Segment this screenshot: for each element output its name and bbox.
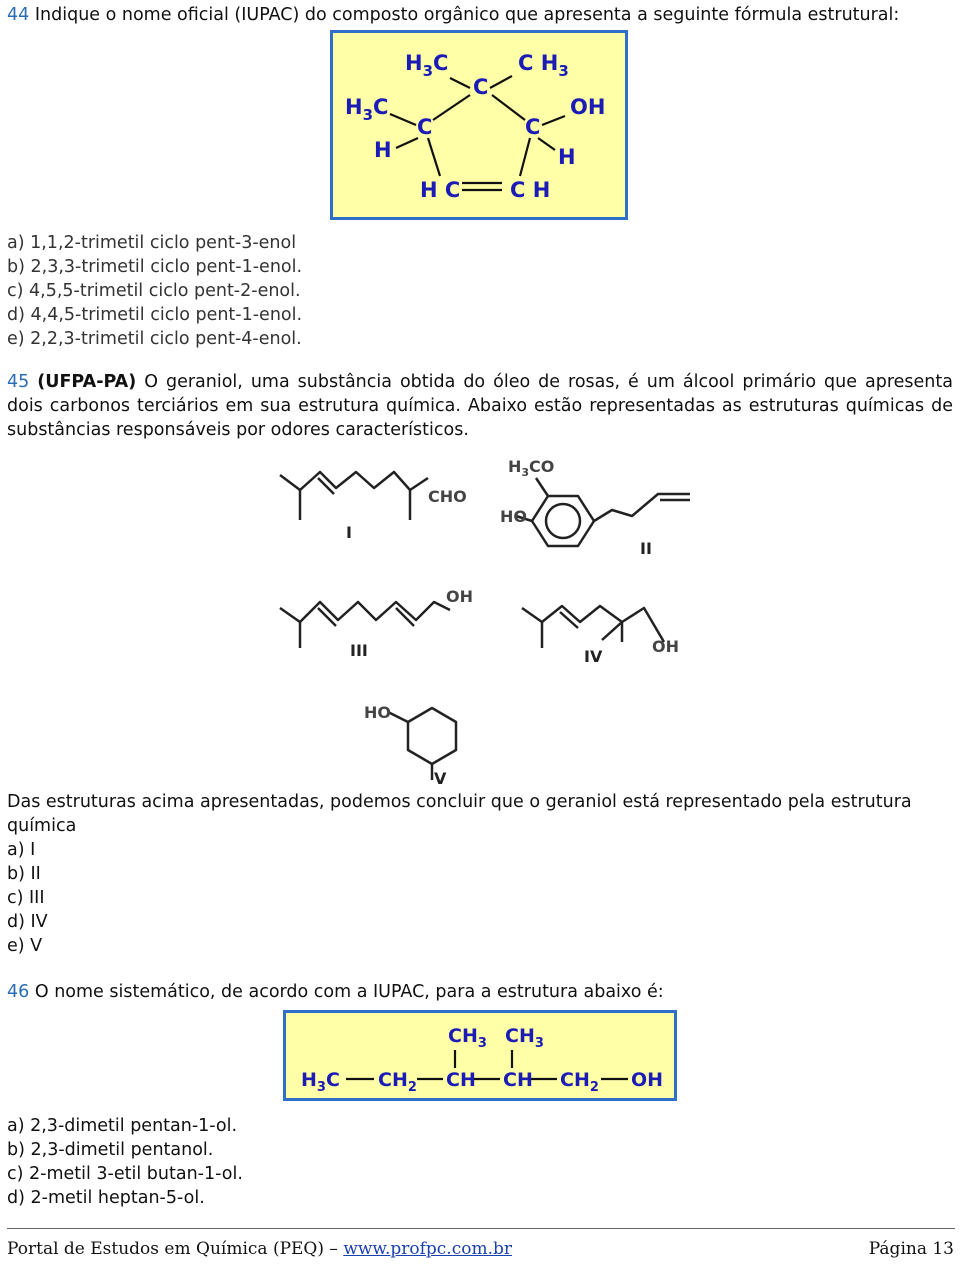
svg-text:OH: OH [570, 95, 606, 119]
svg-text:CH2: $CH_2$ [560, 1069, 599, 1095]
q46-option[interactable]: c) 2-metil 3-etil butan-1-ol. [7, 1164, 243, 1184]
structure-label: I [346, 523, 352, 542]
q44-option[interactable]: e) 2,2,3-trimetil ciclo pent-4-enol. [7, 329, 302, 349]
q46-option[interactable]: b) 2,3-dimetil pentanol. [7, 1140, 214, 1160]
q45-option[interactable]: b) II [7, 864, 41, 884]
q46-option[interactable]: a) 2,3-dimetil pentan-1-ol. [7, 1116, 238, 1136]
svg-text:H3C: $H_3C$ [345, 95, 389, 124]
svg-text:CHO: CHO [428, 487, 467, 506]
q45-structures [260, 450, 720, 790]
q45-source: (UFPA-PA) [37, 372, 137, 392]
svg-text:HO: HO [364, 703, 391, 722]
svg-text:C H3: C $H_3$ [518, 51, 569, 80]
q45-question-line: Das estruturas acima apresentadas, podemos concluir que o geraniol está representado pela estrutura [7, 792, 912, 812]
q45-option[interactable]: e) V [7, 936, 43, 956]
q45-option[interactable]: c) III [7, 888, 45, 908]
q45-number: 45 [7, 372, 30, 392]
svg-text:C: C [473, 75, 489, 99]
structure-label: V [434, 769, 447, 788]
q46-number: 46 [7, 982, 30, 1002]
svg-text:OH: OH [652, 637, 679, 656]
q44-option[interactable]: a) 1,1,2-trimetil ciclo pent-3-enol [7, 233, 297, 253]
svg-text:CH3: $CH_3$ [505, 1025, 544, 1051]
q45-option[interactable]: a) I [7, 840, 36, 860]
svg-text:CH: CH [503, 1069, 533, 1091]
q46-options [7, 1114, 243, 1210]
q45-question [7, 790, 912, 958]
structure-label: II [640, 539, 652, 558]
structure-label: IV [584, 647, 603, 666]
page-number: Página 13 [868, 1239, 954, 1259]
q45-statement [7, 370, 953, 442]
q45-text: O geraniol, uma substância obtida do óleo de rosas, é um álcool primário que apresenta dois carbonos terciários em sua estrutura química. Abaixo estão representadas as estruturas químicas de substâncias responsáveis por odores característicos. [7, 372, 953, 440]
q44-option[interactable]: c) 4,5,5-trimetil ciclo pent-2-enol. [7, 281, 301, 301]
footer-left [7, 1239, 512, 1259]
svg-text:H: H [374, 138, 392, 162]
svg-text:OH: OH [631, 1069, 664, 1091]
svg-text:CH3: $CH_3$ [448, 1025, 487, 1051]
footer-title: Portal de Estudos em Química (PEQ) – [7, 1239, 338, 1259]
q44-number: 44 [7, 5, 30, 25]
svg-text:C H: C H [510, 178, 551, 202]
q44-options [7, 231, 302, 351]
q46-structure [283, 1010, 678, 1102]
footer-divider [7, 1228, 955, 1229]
q45-option[interactable]: d) IV [7, 912, 48, 932]
q45-question-line: química [7, 816, 77, 836]
svg-text:H3C: $H_3C$ [301, 1069, 340, 1095]
svg-text:H C: H C [420, 178, 461, 202]
q44-heading [7, 3, 899, 27]
svg-text:H: H [558, 145, 576, 169]
structure-i-chain [280, 472, 428, 490]
q46-option[interactable]: d) 2-metil heptan-5-ol. [7, 1188, 205, 1208]
svg-text:CH: CH [446, 1069, 476, 1091]
svg-text:OH: OH [446, 587, 473, 606]
structure-label: III [350, 641, 368, 660]
q46-text: O nome sistemático, de acordo com a IUPAC, para a estrutura abaixo é: [34, 982, 664, 1002]
q44-option[interactable]: d) 4,4,5-trimetil ciclo pent-1-enol. [7, 305, 303, 325]
q44-option[interactable]: b) 2,3,3-trimetil ciclo pent-1-enol. [7, 257, 303, 277]
svg-text:CH2: $CH_2$ [378, 1069, 417, 1095]
svg-text:HO: HO [500, 507, 527, 526]
svg-text:H3CO: $H_3CO$ [508, 457, 555, 479]
footer-link[interactable]: www.profpc.com.br [343, 1239, 512, 1259]
svg-text:C: C [417, 115, 433, 139]
svg-text:H3C: $H_3C$ [405, 51, 449, 80]
svg-text:C: C [525, 115, 541, 139]
q46-heading [7, 980, 664, 1004]
q44-text: Indique o nome oficial (IUPAC) do composto orgânico que apresenta a seguinte fórmula estrutural: [34, 5, 900, 25]
q44-structure [330, 30, 630, 222]
